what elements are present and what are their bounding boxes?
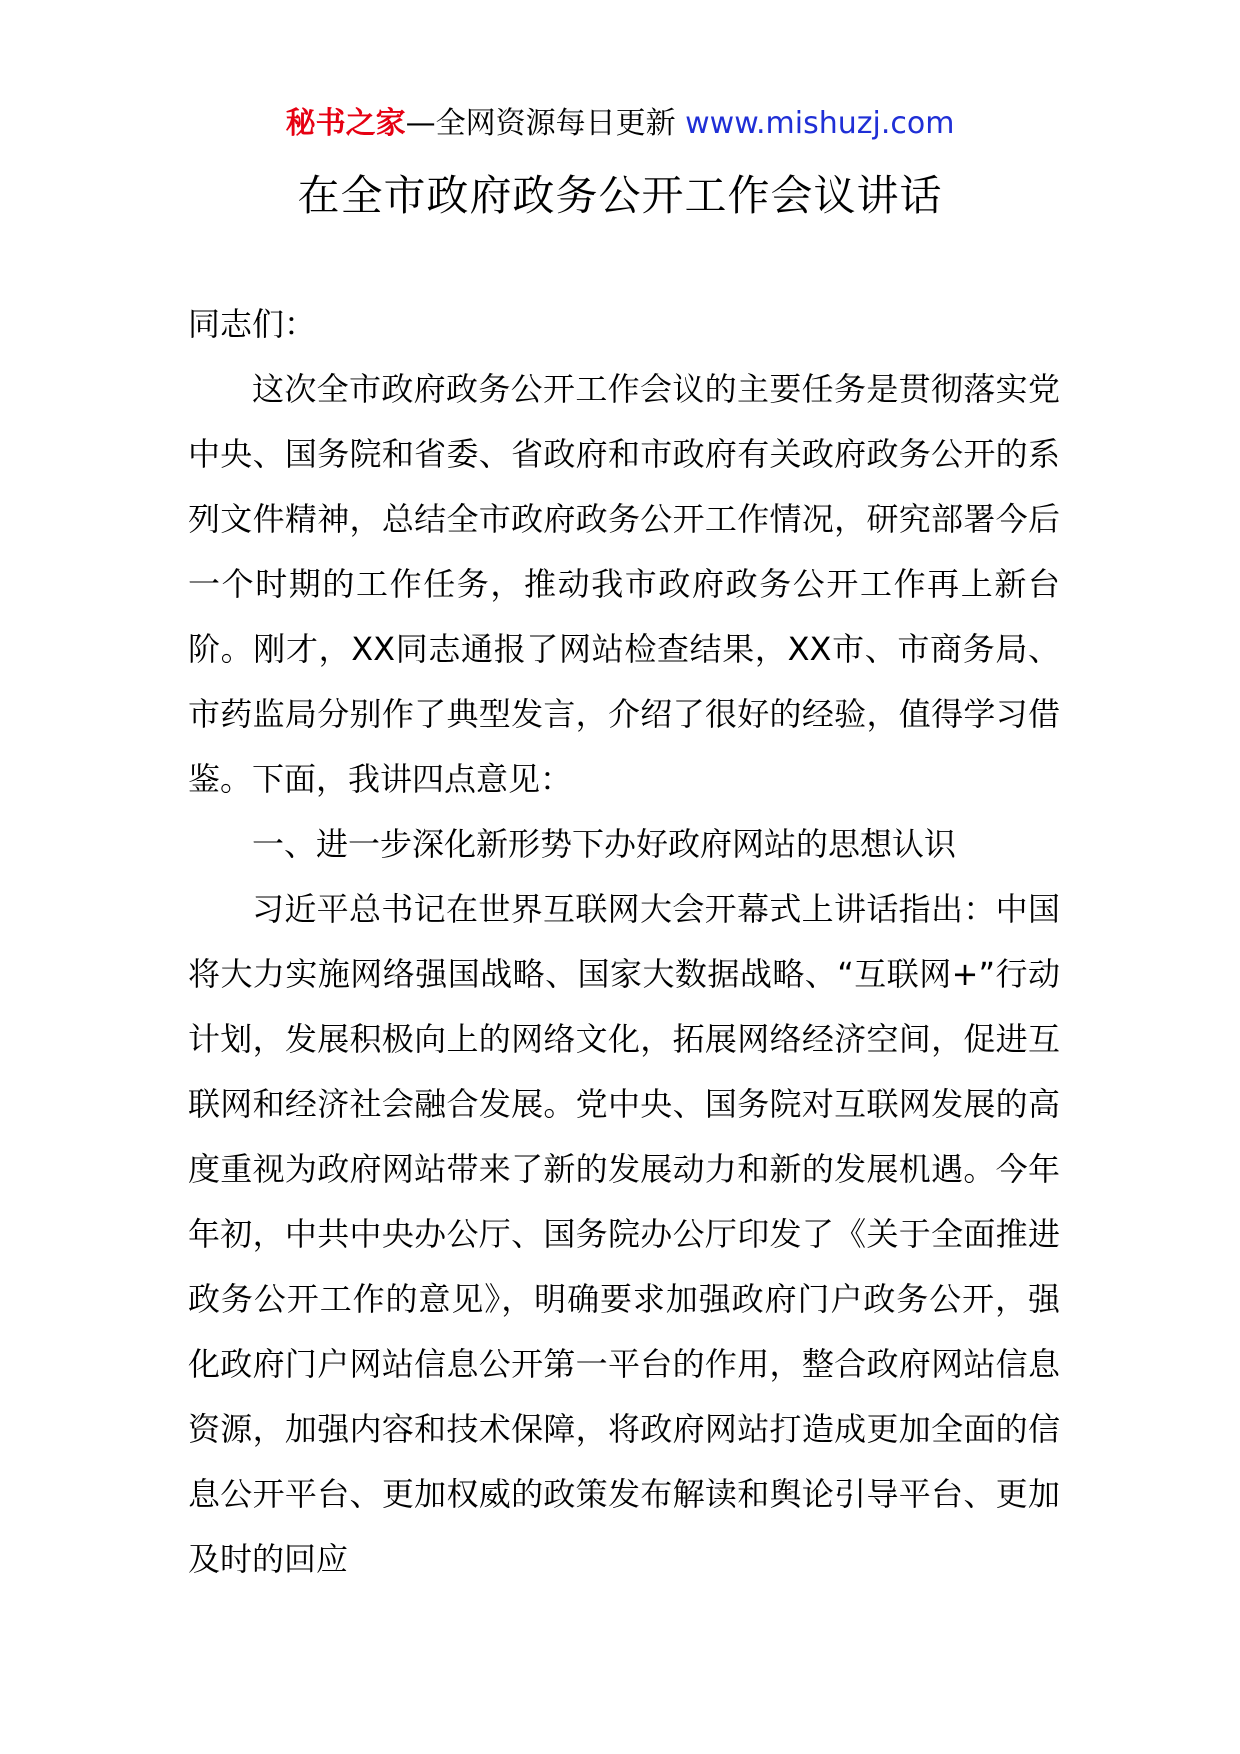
section-heading-1: 一、进一步深化新形势下办好政府网站的思想认识 (252, 825, 957, 863)
watermark-url[interactable]: www.mishuzj.com (685, 106, 955, 141)
paragraph-intro: 这次全市政府政务公开工作会议的主要任务是贯彻落实党中央、国务院和省委、省政府和市政府有关政府政务公开的系列文件精神，总结全市政府政务公开工作情况，研究部署今后一个时期的工作任务，推动我市政府政务公开工作再上新台阶。刚才，XX同志通报了网站检查结果，XX市、市商务局、市药监局分别作了典型发言，介绍了很好的经验，值得学习借鉴。下面，我讲四点意见： (188, 370, 1060, 798)
document-title: 在全市政府政务公开工作会议讲话 (297, 171, 943, 220)
salutation: 同志们： (188, 305, 317, 343)
watermark-slogan: —全网资源每日更新 (405, 106, 676, 141)
document-body (188, 292, 1060, 1592)
watermark-brand: 秘书之家 (285, 106, 406, 141)
paragraph-section-1: 习近平总书记在世界互联网大会开幕式上讲话指出：中国将大力实施网络强国战略、国家大数据战略、“互联网+”行动计划，发展积极向上的网络文化，拓展网络经济空间，促进互联网和经济社会融合发展。党中央、国务院对互联网发展的高度重视为政府网站带来了新的发展动力和新的发展机遇。今年年初，中共中央办公厅、国务院办公厅印发了《关于全面推进政务公开工作的意见》，明确要求加强政府门户政务公开，强化政府门户网站信息公开第一平台的作用，整合政府网站信息资源，加强内容和技术保障，将政府网站打造成更加全面的信息公开平台、更加权威的政策发布解读和舆论引导平台、更加及时的回应 (188, 890, 1060, 1578)
watermark-header (0, 104, 1240, 144)
